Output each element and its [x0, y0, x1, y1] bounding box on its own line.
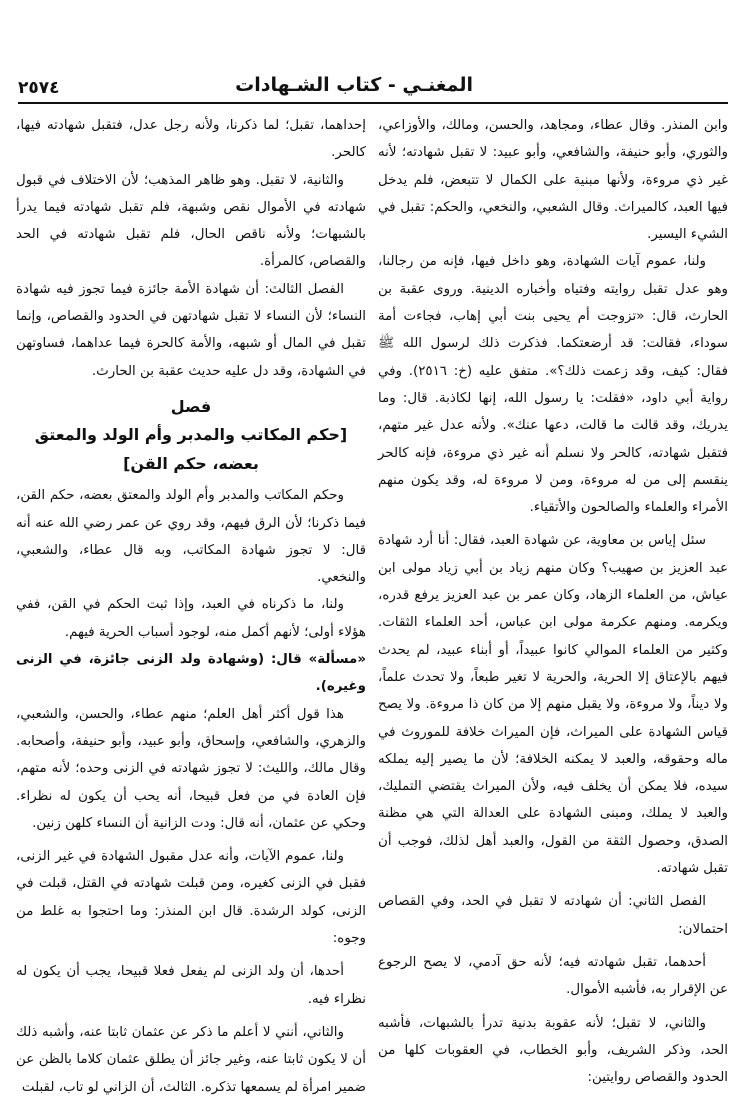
paragraph: ولنا، ما ذكرناه في العبد، وإذا ثبت الحكم في القن، ففي هؤلاء أولى؛ لأنهم أكمل منه، لوجود أسباب الحرية فيهم. [16, 597, 366, 640]
paragraph: أحدها، أن ولد الزنى لم يفعل فعلا قبيحا، يجب أن يكون له نظراء فيه. [16, 964, 366, 1007]
paragraph: إحداهما، تقبل؛ لما ذكرنا، ولأنه رجل عدل، فتقبل شهادته فيها، كالحر. [16, 118, 366, 161]
paragraph: والثانية، لا تقبل. وهو ظاهر المذهب؛ لأن الاختلاف في قبول شهادته في الأموال نقص وشبهة، فلم تقبل شهادته فيما يدرأ بالشبهات؛ ولأنه ناقص الحال، فلم تقبل شهادته في الحد والقصاص، كالمرأة. [16, 172, 366, 270]
page-header [18, 72, 728, 102]
right-column [378, 112, 728, 1091]
left-column [16, 112, 366, 1101]
section-heading: فصل [170, 396, 212, 416]
masala-paragraph [16, 646, 366, 701]
paragraph: والثاني، أنني لا أعلم ما ذكر عن عثمان ثابتا عنه، وأشبه ذلك أن لا يكون ثابتا عنه، وغير جائز أن يطلق عثمان كلاما بالظن عن ضمير امرأة لم يسمعها تذكره. الثالث، أن الزاني لو تاب، لقبلت [16, 1024, 366, 1095]
paragraph: وابن المنذر. وقال عطاء، ومجاهد، والحسن، ومالك، والأوزاعي، والثوري، وأبو حنيفة، والشافعي، وأبو عبيد: لا تقبل شهادته؛ لأنه غير ذي مروءة، ولأنها مبنية على الكمال لا تتبعض، فلم يدخل فيها العبد، كالميراث. وقال الشعبي، والنخعي، والحكم: تقبل في الشيء اليسير. [378, 118, 728, 243]
header-rule [18, 102, 728, 104]
paragraph: ولنا، عموم آيات الشهادة، وهو داخل فيها، فإنه من رجالنا، وهو عدل تقبل روايته وفتياه وأخباره الدينية. وروى عقبة بن الحارث، قال: «تزوجت أم يحيى بنت أبي إهاب، فجاءت أمة سوداء، فقالت: قد أرضعتكما. فذكرت ذلك لرسول الله ﷺ فقال: كيف، وقد زعمت ذلك؟». متفق عليه (خ: ٢٥١٦). وفي رواية أبي داود، «فقلت: يا رسول الله، إنها لكاذبة. قال: وما يدريك، وقد قالت ما قالت، دعها عنك». ولأنه عدل غير متهم، فتقبل شهادته، كالحر ولا نسلم أنه غير ذي مروءة، فإنه كالحر ينقسم إلى من له مروءة، ومن لا مروءة له، وقد يكون منهم الأمراء والعلماء والصالحون والأتقياء. [378, 254, 728, 516]
paragraph: هذا قول أكثر أهل العلم؛ منهم عطاء، والحسن، والشعبي، والزهري، والشافعي، وإسحاق، وأبو عبيد، وأبو حنيفة، وأصحابه. وقال مالك، والليث: لا تجوز شهادته في الزنى وحده؛ لأنه متهم، فإن العادة في من فعل قبيحا، أنه يحب أن يكون له نظراء. وحكي عن عثمان، أنه قال: ودت الزانية أن النساء كلهن زنين. [16, 706, 366, 831]
paragraph: وحكم المكاتب والمدبر وأم الولد والمعتق بعضه، حكم القن، فيما ذكرنا؛ لأن الرق فيهم، وقد روي عن عمر رضي الله عنه أنه قال: لا تجوز شهادة المكاتب، وبه قال عطاء، والشعبي، والنخعي. [16, 488, 366, 586]
paragraph: أحدهما، تقبل شهادته فيه؛ لأنه حق آدمي، لا يصح الرجوع عن الإقرار به، فأشبه الأموال. [378, 954, 728, 998]
page-number: ٢٥٧٤ [18, 78, 60, 98]
section-paragraph: الفصل الثالث: أن شهادة الأمة جائزة فيما تجوز فيه شهادة النساء؛ لأن النساء لا تقبل شهادتهن في الحدود والقصاص، وإنما تقبل في المال أو شبهه، والأمة كالحرة فيما عداهما، فساوتهن في الشهادة، وقد دل عليه حديث عقبة بن الحارث. [16, 281, 366, 379]
page-title: المغنـي - كتاب الشـهادات [235, 74, 473, 96]
paragraph: سئل إياس بن معاوية، عن شهادة العبد، فقال: أنا أرد شهادة عبد العزيز بن صهيب؟ وكان منهم زياد بن أبي زياد مولى ابن عياش، من العلماء الزهاد، وكان عمر بن عبد العزيز يرفع قدره، ويكرمه. ومنهم عكرمة مولى ابن عباس، أحد العلماء الثقات. وكثير من العلماء الموالي كانوا عبيداً، أو أبناء عبيد، لم يحدث فيهم بالإعتاق إلا الحرية، والحرية لا تغير طبعاً، ولا تحدث علماً، ولا ديناً، ولا مروءة، ولا يقبل منهم إلا من كان ذا مروءة. ولا يصح قياس الشهادة على الميراث، فإن الميراث خلافة للموروث في ماله وحقوقه، والعبد لا يمكنه الخلافة؛ لأن ما يصير إليه يملكه سيده، فلا يمكن أن يخلف فيه، ولأن الميراث يقتضي التمليك، والعبد لا يملك، ومبنى الشهادة على العدالة التي هي مظنة الصدق، وحصول الثقة من القول، والعبد أهل لذلك، فوجب أن تقبل شهادته. [378, 533, 728, 877]
section-subheading: [حكم المكاتب والمدبر وأم الولد والمعتق بعضه، حكم القن] [34, 425, 348, 474]
paragraph: والثاني، لا تقبل؛ لأنه عقوبة بدنية تدرأ بالشبهات، فأشبه الحد، وذكر الشريف، وأبو الخطاب، في العقوبات كلها من الحدود والقصاص روايتين: [378, 1015, 728, 1086]
masala-label: «مسألة» [308, 652, 366, 668]
paragraph: ولنا، عموم الآيات، وأنه عدل مقبول الشهادة في غير الزنى، فقبل في الزنى كغيره، ومن قبلت شهادته في القتل، قبلت في الزنى، كولد الرشدة. قال ابن المنذر: وما احتجوا به غلط من وجوه: [16, 849, 366, 947]
section-paragraph: الفصل الثاني: أن شهادته لا تقبل في الحد، وفي القصاص احتمالان: [378, 894, 728, 937]
masala-text: قال: (وشهادة ولد الزنى جائزة، في الزنى وغيره). [16, 652, 366, 695]
